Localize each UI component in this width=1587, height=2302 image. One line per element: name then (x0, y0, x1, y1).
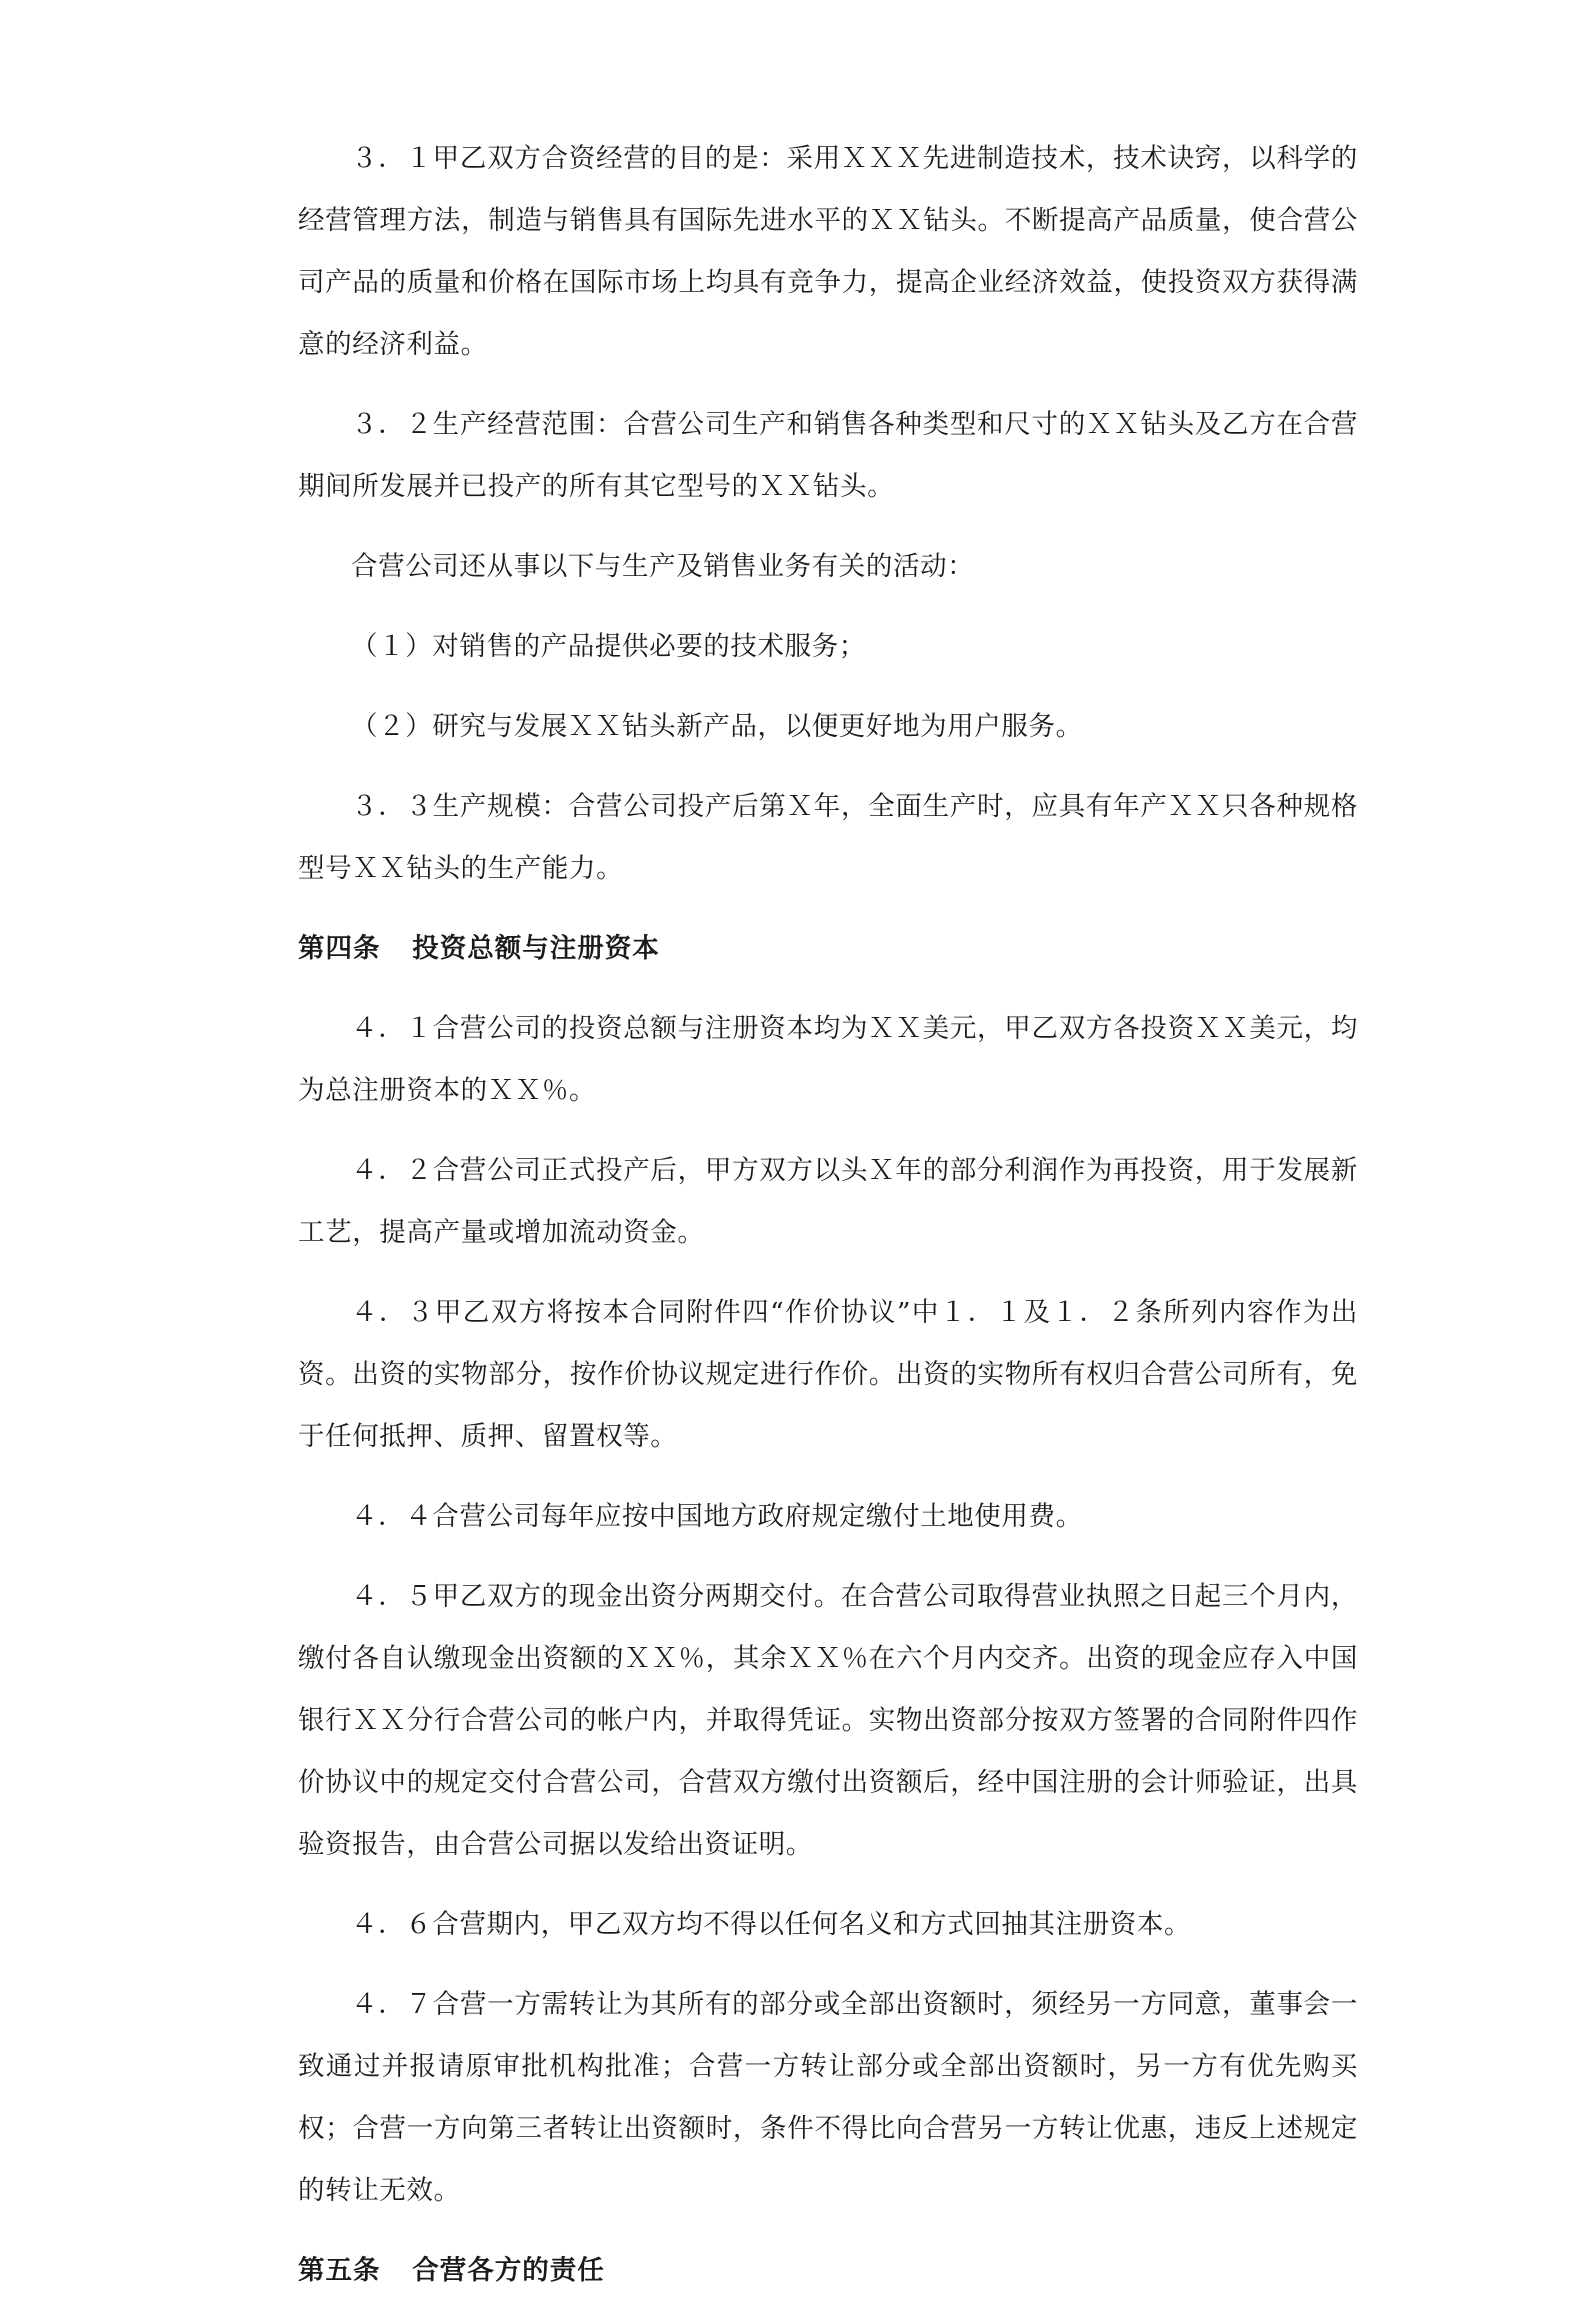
article-5-heading (298, 2240, 1358, 2302)
clause-4-4: ４．４合营公司每年应按中国地方政府规定缴付土地使用费。 (351, 1501, 1083, 1532)
clause-3-2-item-1: （１）对销售的产品提供必要的技术服务； (351, 631, 866, 662)
clause-4-3: ４．３甲乙双方将按本合同附件四“作价协议”中１．１及１．２条所列内容作为出资。出资的实物部分，按作价协议规定进行作价。出资的实物所有权归合营公司所有，免于任何抵押、质押、留置权等。 (298, 1297, 1358, 1452)
clause-3-1: ３．１甲乙双方合资经营的目的是：采用ＸＸＸ先进制造技术，技术诀窍，以科学的经营管理方法，制造与销售具有国际先进水平的ＸＸ钻头。不断提高产品质量，使合营公司产品的质量和价格在国际市场上均具有竞争力，提高企业经济效益，使投资双方获得满意的经济利益。 (298, 143, 1358, 360)
clause-3-2-item-2: （２）研究与发展ＸＸ钻头新产品，以便更好地为用户服务。 (351, 711, 1083, 742)
clause-4-5: ４．５甲乙双方的现金出资分两期交付。在合营公司取得营业执照之日起三个月内，缴付各自认缴现金出资额的ＸＸ％，其余ＸＸ％在六个月内交齐。出资的现金应存入中国银行ＸＸ分行合营公司的帐户内，并取得凭证。实物出资部分按双方签署的合同附件四作价协议中的规定交付合营公司，合营双方缴付出资额后，经中国注册的会计师验证，出具验资报告，由合营公司据以发给出资证明。 (298, 1581, 1358, 1860)
clause-4-7: ４．７合营一方需转让为其所有的部分或全部出资额时，须经另一方同意，董事会一致通过并报请原审批机构批准；合营一方转让部分或全部出资额时，另一方有优先购买权；合营一方向第三者转让出资额时，条件不得比向合营另一方转让优惠，违反上述规定的转让无效。 (298, 1989, 1358, 2206)
clause-3-3: ３．３生产规模：合营公司投产后第Ｘ年，全面生产时，应具有年产ＸＸ只各种规格型号ＸＸ钻头的生产能力。 (298, 791, 1358, 884)
clause-4-1: ４．１合营公司的投资总额与注册资本均为ＸＸ美元，甲乙双方各投资ＸＸ美元，均为总注册资本的ＸＸ％。 (298, 1013, 1358, 1106)
article-4-number: 第四条 (298, 933, 381, 964)
document-body (298, 128, 1358, 2302)
article-5-title: 合营各方的责任 (412, 2255, 605, 2286)
article-5-number: 第五条 (298, 2255, 381, 2286)
article-4-title: 投资总额与注册资本 (412, 933, 660, 964)
clause-4-6: ４．６合营期内，甲乙双方均不得以任何名义和方式回抽其注册资本。 (351, 1909, 1192, 1940)
clause-3-2: ３．２生产经营范围：合营公司生产和销售各种类型和尺寸的ＸＸ钻头及乙方在合营期间所发展并已投产的所有其它型号的ＸＸ钻头。 (298, 409, 1358, 502)
clause-3-2-intro: 合营公司还从事以下与生产及销售业务有关的活动： (351, 551, 975, 582)
article-4-heading (298, 918, 1358, 980)
clause-4-2: ４．２合营公司正式投产后，甲方双方以头Ｘ年的部分利润作为再投资，用于发展新工艺，提高产量或增加流动资金。 (298, 1155, 1358, 1248)
